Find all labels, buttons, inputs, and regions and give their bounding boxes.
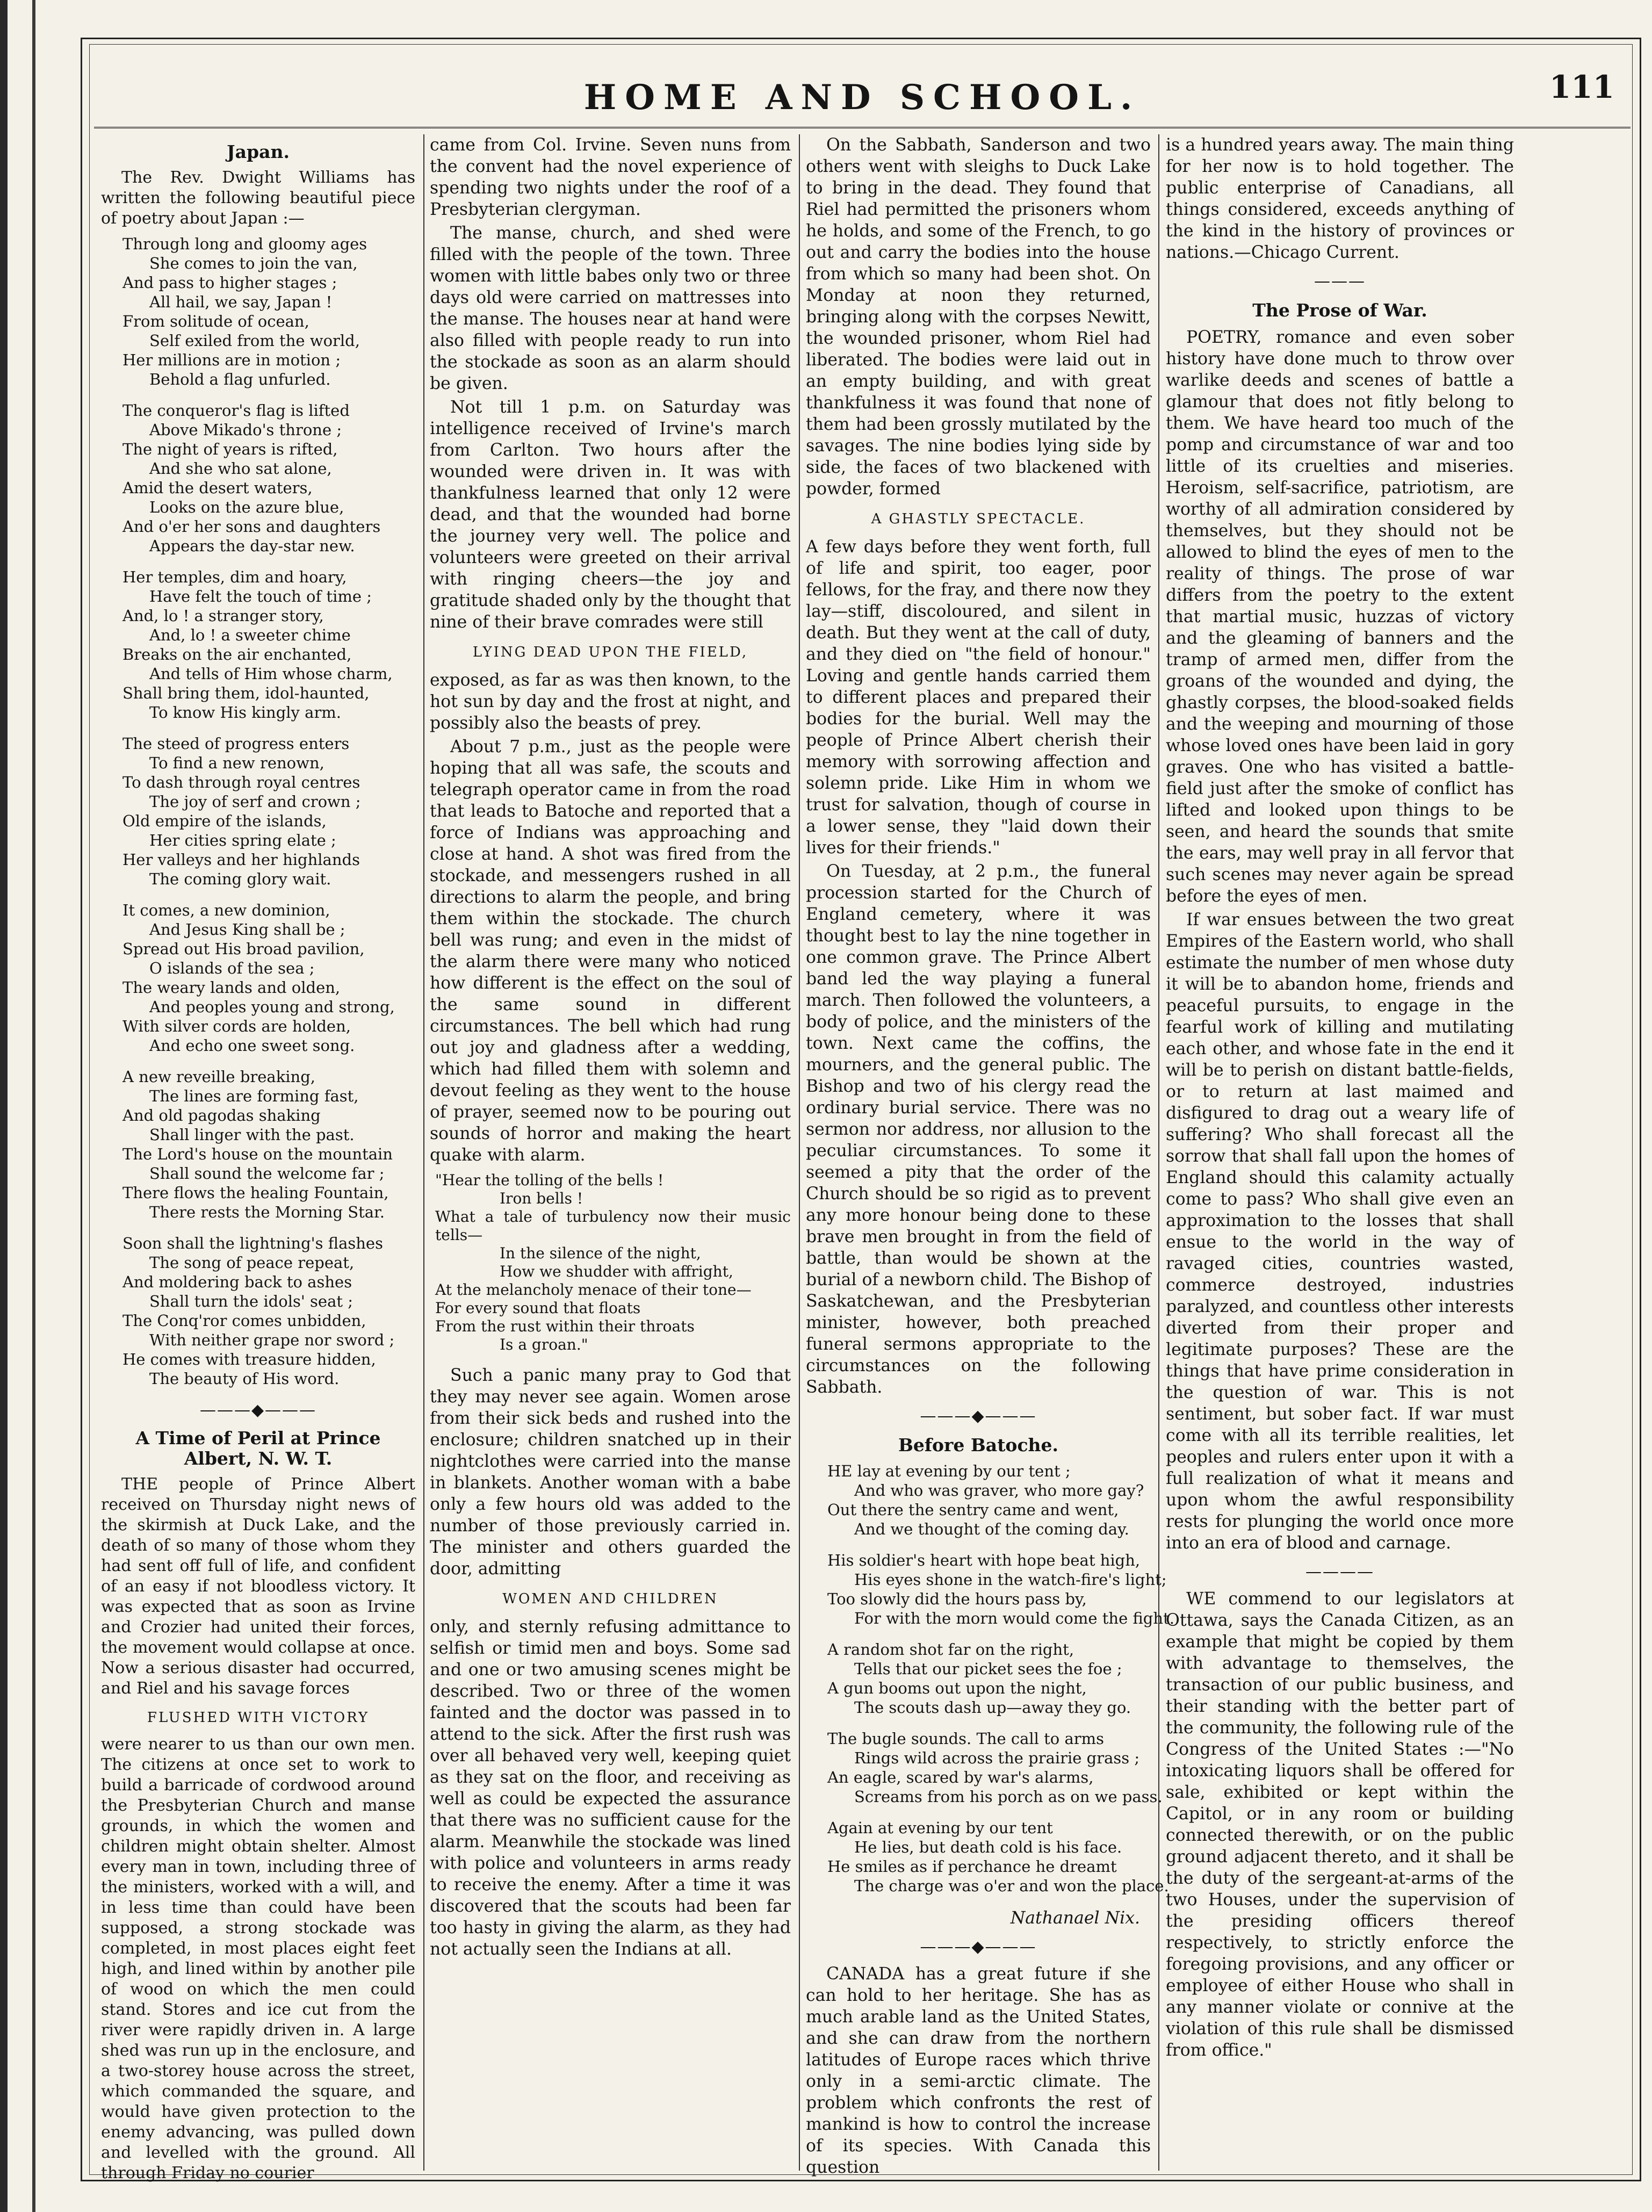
poem-stanza: [122, 401, 415, 556]
poem-line: Screams from his porch as on we pass.: [854, 1788, 1163, 1806]
poem-line: He lies, but death cold is his face.: [854, 1838, 1122, 1856]
prose-paragraph: If war ensues between the two great Empires of the Eastern world, who shall estimate the number of men whose duty it will be to abandon home, friends and peaceful pursuits, to engage in the fearful work of killing and mutilating each other, and whose fate in the end it will be to perish on distant battle-fields, or to return at last maimed and disfigured to drag out a weary life of suffering? Who shall forecast all the sorrow that shall fall upon the homes of England should this calamity actually come to pass? Who shall give even an approximation to the losses that shall ensue to the world in the way of ravaged cities, countries wasted, commerce destroyed, industries paralyzed, and countless other interests diverted from their proper and legitimate purposes? These are the things that have prime consideration in the question of war. This is not sentiment, but sober fact. If war must come with all its terrible realities, let peoples and rulers enter upon it with a full realization of what it means and upon whom the awful responsibility rests for plunging the world once more into an era of blood and carnage.: [1166, 910, 1514, 1553]
article-title-prose-of-war: The Prose of War.: [1252, 300, 1427, 321]
poem-line: Amid the desert waters,: [122, 479, 313, 497]
poem-line: Tells that our picket sees the foe ;: [854, 1660, 1122, 1678]
poem-line: To dash through royal centres: [122, 773, 360, 791]
poem-line: The scouts dash up—away they go.: [854, 1698, 1131, 1717]
poem-stanza: [827, 1729, 1163, 1806]
poem-line: The charge was o'er and won the place.: [854, 1877, 1169, 1895]
poem-stanza: [122, 900, 415, 1055]
poem-line: The Lord's house on the mountain: [122, 1145, 393, 1163]
peril-paragraph: Not till 1 p.m. on Saturday was intelligence received of Irvine's march from Carlton. Two hours after the wounded were driven in. It was with thankfulness learned that only 12 were dead, and that the wounded had borne the journey very well. The police and volunteers were greeted on their arrival with ringing cheers—the joy and gratitude shaded only by the thought that nine of their brave comrades were still: [430, 398, 791, 632]
poem-line: A new reveille breaking,: [122, 1068, 316, 1086]
poem-line: Her millions are in motion ;: [122, 351, 341, 369]
poem-line: The conqueror's flag is lifted: [122, 401, 350, 420]
poem-line: And who was graver, who more gay?: [854, 1481, 1144, 1500]
poem-line: The coming glory wait.: [149, 870, 331, 888]
poem-line: His eyes shone in the watch-fire's light;: [854, 1570, 1167, 1589]
poem-line: HE lay at evening by our tent ;: [827, 1462, 1071, 1480]
peril-paragraph: were nearer to us than our own men. The citizens at once set to work to build a barricade of cordwood around the Presbyterian Church and manse grounds, in which the women and children might obtain shelter. Almost every man in town, including three of the ministers, worked with a will, and in less time than could have been supposed, a strong stockade was completed, in most places eight feet high, and lined within by another pile of wood on which the men could stand. Stores and ice cut from the river were rapidly driven in. A large shed was run up in the enclosure, and a two-storey house across the street, which commanded the square, and would have given protection to the enemy advancing, was pulled down and levelled with the ground. All through Friday no courier: [101, 1735, 415, 2182]
poem-line: Looks on the azure blue,: [149, 498, 344, 516]
canada-paragraph: is a hundred years away. The main thing for her now is to hold together. The public enterprise of Canadians, all things considered, exceeds anything of the kind in the history of provinces or nations.—Chicago Current.: [1166, 135, 1514, 262]
quote-line: "Hear the tolling of the bells !: [435, 1171, 664, 1189]
poem-line: Breaks on the air enchanted,: [122, 645, 352, 664]
section-ornament: ———: [1314, 272, 1366, 291]
quote-line: Iron bells !: [500, 1190, 583, 1207]
poem-stanza: [827, 1461, 1151, 1539]
column-rule: [423, 134, 424, 2171]
poem-line: Out there the sentry came and went,: [827, 1501, 1119, 1519]
poem-line: And peoples young and strong,: [149, 998, 395, 1016]
batoche-poem: [806, 1461, 1174, 1896]
poem-line: Spread out His broad pavilion,: [122, 940, 365, 958]
poem-line: The beauty of His word.: [149, 1370, 340, 1388]
quote-line: From the rust within their throats: [435, 1317, 695, 1335]
poem-line: The joy of serf and crown ;: [149, 792, 361, 811]
peril-paragraph: A few days before they went forth, full of life and spirit, too eager, poor fellows, for the fray, and there now they lay—stiff, discoloured, and silent in death. But they went at the call of duty, and they died on "the field of honour." Loving and gentle hands carried them to different places and prepared their bodies for the burial. Well may the people of Prince Albert cherish their memory with sorrowing affection and solemn pride. Like Him in whom we trust for salvation, though of course in a lower sense, they "laid down their lives for their friends.": [806, 537, 1151, 858]
poem-stanza: [122, 1234, 415, 1388]
poem-line: Through long and gloomy ages: [122, 235, 367, 253]
peril-paragraph: exposed, as far as was then known, to the hot sun by day and the frost at night, and possibly also the beasts of prey.: [430, 671, 791, 733]
poem-line: Shall bring them, idol-haunted,: [122, 684, 370, 702]
article-title-peril: A Time of Peril at Prince Albert, N. W. T.: [135, 1428, 381, 1469]
canada-paragraph: CANADA has a great future if she can hold to her heritage. She has as much arable land as the United States, and she can draw from the northern latitudes of Europe races which thrive only in a semi-arctic climate. The problem which confronts the rest of mankind is how to control the increase of its species. With Canada this question: [806, 1964, 1151, 2177]
quote-line: At the melancholy menace of their tone—: [435, 1281, 752, 1299]
poem-line: There rests the Morning Star.: [149, 1203, 385, 1221]
peril-subhead: LYING DEAD UPON THE FIELD,: [472, 644, 748, 660]
peril-paragraph: On the Sabbath, Sanderson and two others went with sleighs to Duck Lake to bring in the dead. They found that Riel had permitted the prisoners whom he holds, and some of the French, to go out and carry the bodies into the house from which so many had been shot. On Monday at noon they returned, bringing along with the corpses Newitt, the wounded prisoner, whom Riel had liberated. The bodies were laid out in an empty building, and with great thankfulness it was found that none of them had been grossly mutilated by the savages. The nine bodies lying side by side, the faces of two blackened with powder, formed: [806, 135, 1151, 499]
peril-paragraph: came from Col. Irvine. Seven nuns from the convent had the novel experience of spending two nights under the roof of a Presbyterian clergyman.: [430, 135, 791, 219]
poem-line: With silver cords are holden,: [122, 1017, 351, 1035]
poem-stanza: [827, 1818, 1169, 1896]
section-ornament: ————: [1305, 1562, 1374, 1581]
poem-line: Again at evening by our tent: [827, 1819, 1053, 1837]
poem-line: And, lo ! a stranger story,: [122, 607, 324, 625]
poem-line: Her cities spring elate ;: [149, 831, 336, 849]
poem-line: To find a new renown,: [149, 754, 324, 772]
poem-stanza: [122, 734, 415, 889]
poem-line: A gun booms out upon the night,: [827, 1679, 1087, 1697]
poem-line: Shall linger with the past.: [149, 1126, 355, 1144]
quote-line: For every sound that floats: [435, 1299, 641, 1317]
poem-line: Appears the day-star new.: [149, 537, 355, 555]
poem-line: He comes with treasure hidden,: [122, 1350, 376, 1368]
poem-line: The night of years is rifted,: [122, 440, 338, 458]
column-4: [1166, 134, 1514, 2171]
peril-subhead: FLUSHED WITH VICTORY: [147, 1710, 370, 1726]
quote-line: In the silence of the night,: [500, 1244, 701, 1262]
masthead: [94, 63, 1631, 128]
poem-line: With neither grape nor sword ;: [149, 1331, 395, 1349]
poem-stanza: [827, 1551, 1174, 1628]
poem-line: And she who sat alone,: [149, 459, 332, 478]
peril-paragraph: only, and sternly refusing admittance to selfish or timid men and boys. Some sad and one or two amusing scenes might be described. Two or three of the women fainted and the doctor was passed in to attend to the sick. After the first rush was over all behaved very well, keeping quiet as they sat on the floor, and receiving as well as could be expected the assurance that there was no sufficient cause for the alarm. Meanwhile the stockade was lined with police and volunteers in arms ready to receive the enemy. After a time it was discovered that the scouts had been far too hasty in giving the alarm, as they had not actually seen the Indians at all.: [430, 1617, 791, 1959]
prose-paragraph: POETRY, romance and even sober history have done much to throw over warlike deeds and scenes of battle a glamour that does not fitly belong to them. We have heard too much of the pomp and circumstance of war and too little of its cruelties and miseries. Heroism, self-sacrifice, patriotism, are worthy of all admiration considered by themselves, but they should not be allowed to blind the eyes of men to the reality of things. The prose of war differs from the poetry to the extent that martial music, huzzas of victory and the gleaming of banners and the tramp of armed men, differ from the groans of the wounded and dying, the ghastly corpses, the blood-soaked fields and the weeping and mourning of those whose loved ones have been laid in gory graves. One who has visited a battle-field just after the smoke of conflict has lifted and looked upon things to be seen, and heard the sounds that smite the ears, may well pray in all fervor that such scenes may never again be spread before the eyes of men.: [1166, 328, 1514, 906]
newspaper-title: HOME AND SCHOOL.: [583, 77, 1141, 118]
poem-line: The bugle sounds. The call to arms: [827, 1730, 1105, 1748]
peril-subhead: A GHASTLY SPECTACLE.: [871, 511, 1086, 527]
poem-line: Her temples, dim and hoary,: [122, 568, 347, 586]
japan-intro: The Rev. Dwight Williams has written the following beautiful piece of poetry about Japan :—: [101, 168, 415, 228]
poem-line: O islands of the sea ;: [149, 959, 315, 977]
binding-gutter: [0, 0, 43, 2212]
poem-line: Shall sound the welcome far ;: [149, 1164, 385, 1183]
column-rule: [1158, 134, 1159, 2171]
poem-line: The song of peace repeat,: [149, 1253, 355, 1272]
poem-line: A random shot far on the right,: [827, 1640, 1074, 1659]
bells-quotation: [435, 1171, 791, 1354]
peril-paragraph: Such a panic many pray to God that they may never see again. Women arose from their sick beds and rushed into the enclosure; children snatched up in their nightclothes were carried into the manse in blankets. Another woman with a babe only a few hours old was added to the number of those previously carried in. The minister and others guarded the door, admitting: [430, 1366, 791, 1579]
poem-line: Self exiled from the world,: [149, 332, 360, 350]
poem-line: Rings wild across the prairie grass ;: [854, 1749, 1140, 1767]
poem-stanza: [827, 1640, 1151, 1717]
column-rule: [799, 134, 800, 2171]
peril-paragraph: The manse, church, and shed were filled with the people of the town. Three women with little babes only two or three days old were carried on mattresses into the manse. The houses near at hand were also filled with people ready to run into the stockade as soon as an alarm should be given.: [430, 224, 791, 393]
article-title-japan: Japan.: [227, 141, 290, 162]
quote-line: What a tale of turbulency now their music tells—: [435, 1208, 791, 1244]
poem-line: The weary lands and olden,: [122, 978, 341, 997]
poem-author: Nathanael Nix.: [1010, 1908, 1140, 1928]
poem-line: And old pagodas shaking: [122, 1106, 321, 1125]
poem-line: And, lo ! a sweeter chime: [149, 626, 351, 644]
quote-line: Is a groan.": [500, 1336, 588, 1353]
peril-paragraph: THE people of Prince Albert received on Thursday night news of the skirmish at Duck Lake, and the death of so many of those whom they had sent off full of life, and confident of an easy if not bloodless victory. It was expected that as soon as Irvine and Crozier had united their forces, the movement would collapse at once. Now a serious disaster had occurred, and Riel and his savage forces: [101, 1475, 415, 1698]
column-3: [806, 134, 1174, 2177]
quote-line: How we shudder with affright,: [500, 1263, 733, 1280]
poem-line: He smiles as if perchance he dreamt: [827, 1857, 1117, 1876]
peril-paragraph: On Tuesday, at 2 p.m., the funeral procession started for the Church of England cemetery, where it was thought best to lay the nine together in one common grave. The Prince Albert band led the way playing a funeral march. Then followed the volunteers, a body of police, and the ministers of the town. Next came the coffins, the mourners, and the general public. The Bishop and two of his clergy read the ordinary burial service. There was no sermon nor address, nor allusion to the peculiar circumstances. To some it seemed a pity that the order of the Church should be so rigid as to prevent any more honour being done to these brave men brought in from the field of battle, than would be shown at the burial of a newborn child. The Bishop of Saskatchewan, and the Presbyterian minister, however, both preached funeral sermons appropriate to the circumstances on the following Sabbath.: [806, 862, 1151, 1397]
poem-line: And pass to higher stages ;: [122, 273, 337, 292]
poem-line: Her valleys and her highlands: [122, 851, 360, 869]
poem-line: From solitude of ocean,: [122, 312, 309, 330]
japan-poem: [101, 234, 415, 1388]
poem-line: And echo one sweet song.: [149, 1036, 355, 1055]
poem-line: And moldering back to ashes: [122, 1273, 352, 1291]
poem-line: The lines are forming fast,: [149, 1087, 359, 1105]
poem-line: For with the morn would come the fight.: [854, 1609, 1174, 1627]
poem-line: And o'er her sons and daughters: [122, 517, 381, 536]
column-1: [101, 134, 415, 2182]
poem-line: To know His kingly arm.: [149, 703, 342, 722]
section-ornament: ———◆———: [199, 1401, 317, 1420]
section-ornament: ———◆———: [920, 1407, 1037, 1425]
legislators-paragraph: WE commend to our legislators at Ottawa, says the Canada Citizen, as an example that might be copied by them with advantage to themselves, the transaction of our public business, and their standing with the better part of the community, the following rule of the Congress of the United States :—"No intoxicating liquors shall be offered for sale, exhibited or kept within the Capitol, or in any room or building connected therewith, or on the public ground adjacent thereto, and it shall be the duty of the sergeant-at-arms of the two Houses, under the supervision of the presiding officers thereof respectively, to strictly enforce the foregoing provisions, and any officer or employee of either House who shall in any manner violate or connive at the violation of this rule shall be dismissed from office.": [1166, 1589, 1514, 2060]
poem-line: And we thought of the coming day.: [854, 1520, 1129, 1538]
poem-line: Shall turn the idols' seat ;: [149, 1292, 354, 1310]
poem-line: Old empire of the islands,: [122, 812, 327, 830]
poem-stanza: [122, 234, 415, 389]
poem-line: The steed of progress enters: [122, 734, 350, 753]
poem-line: Above Mikado's throne ;: [149, 421, 342, 439]
peril-paragraph: About 7 p.m., just as the people were hoping that all was safe, the scouts and telegraph operator came in from the road that leads to Batoche and reported that a force of Indians was approaching and close at hand. A shot was fired from the stockade, and messengers rushed in all directions to alarm the people, and bring them within the stockade. The church bell was rung; and even in the midst of the alarm there were many who noticed how different is the effect on the soul of the same sound in different circumstances. The bell which had rung out joy and gladness after a wedding, which had filled them with solemn and devout feeling as they went to the house of prayer, seemed now to be pouring out sounds of horror and making the heart quake with alarm.: [430, 737, 791, 1165]
poem-line: And Jesus King shall be ;: [149, 920, 345, 939]
poem-line: There flows the healing Fountain,: [122, 1184, 389, 1202]
poem-stanza: [122, 1067, 415, 1222]
poem-line: It comes, a new dominion,: [122, 901, 330, 919]
page-number: 111: [1549, 69, 1614, 105]
column-2: [430, 134, 791, 2171]
poem-line: Have felt the touch of time ;: [149, 587, 372, 606]
poem-line: She comes to join the van,: [149, 254, 358, 272]
poem-line: And tells of Him whose charm,: [149, 665, 393, 683]
poem-line: Soon shall the lightning's flashes: [122, 1234, 383, 1252]
article-title-batoche: Before Batoche.: [898, 1435, 1059, 1456]
peril-subhead: WOMEN AND CHILDREN: [502, 1591, 718, 1607]
poem-line: Too slowly did the hours pass by,: [827, 1590, 1087, 1608]
poem-line: An eagle, scared by war's alarms,: [827, 1768, 1094, 1786]
poem-line: The Conq'ror comes unbidden,: [122, 1312, 366, 1330]
section-ornament: ———◆———: [920, 1937, 1037, 1956]
poem-stanza: [122, 567, 415, 722]
poem-line: His soldier's heart with hope beat high,: [827, 1551, 1141, 1569]
poem-line: All hail, we say, Japan !: [149, 293, 333, 311]
poem-line: Behold a flag unfurled.: [149, 370, 331, 388]
